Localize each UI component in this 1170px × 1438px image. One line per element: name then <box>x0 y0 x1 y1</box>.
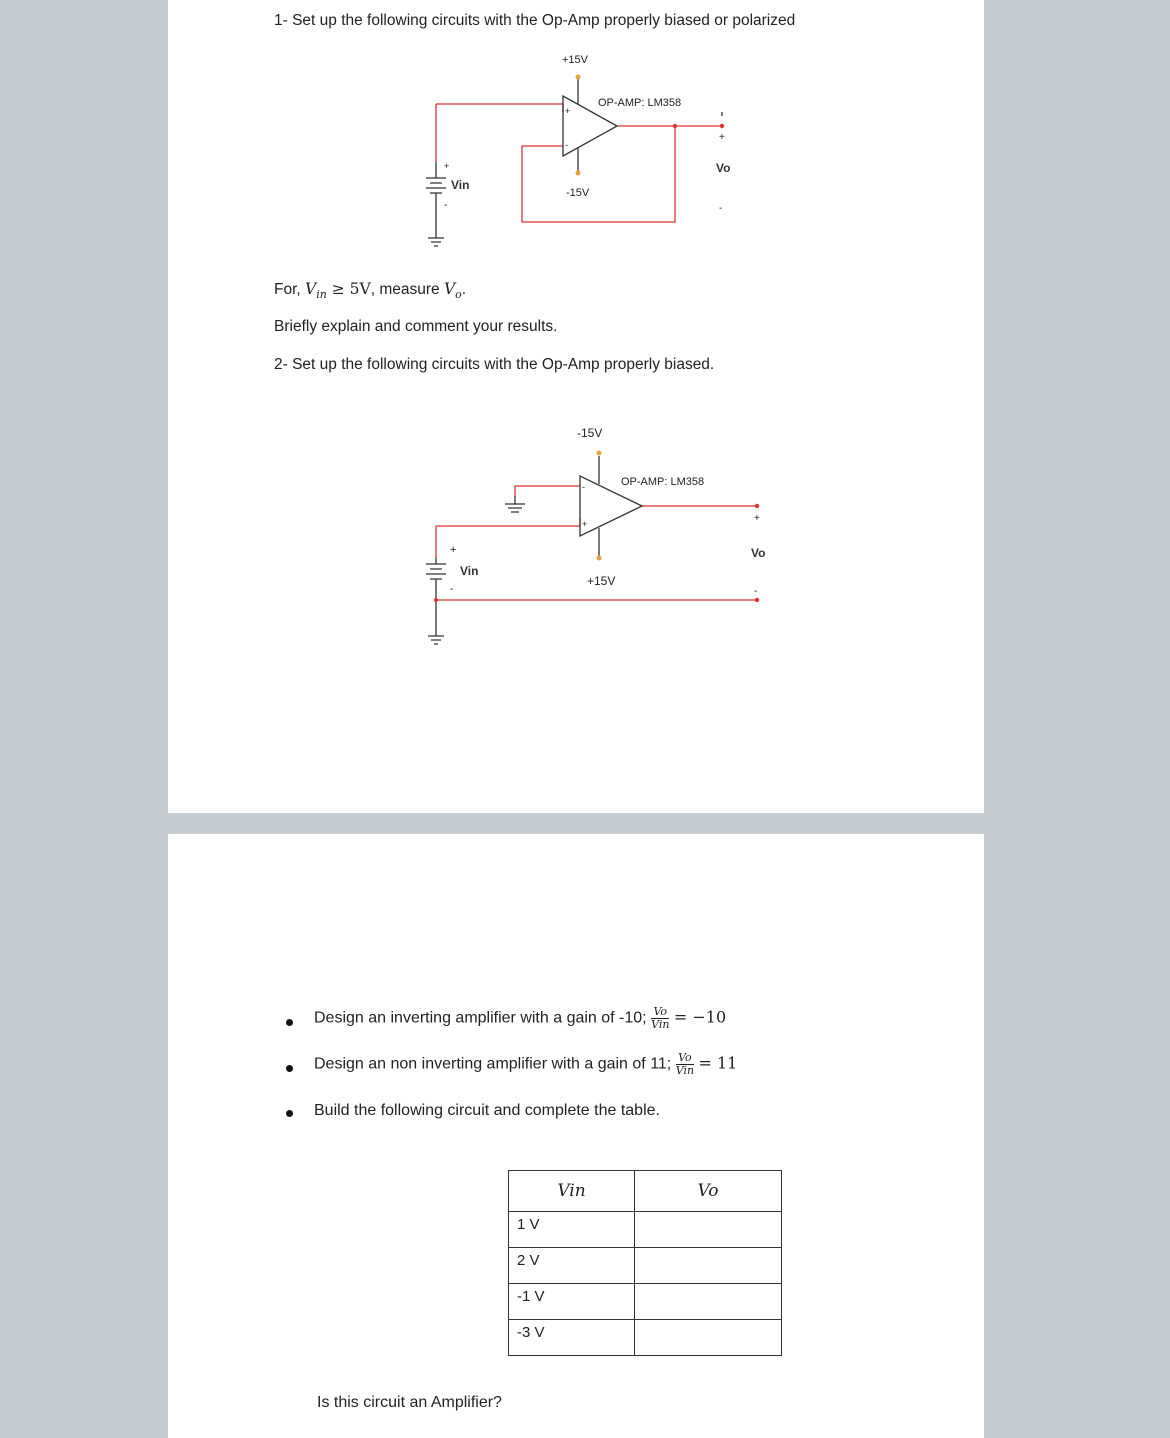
page-1 <box>168 0 984 813</box>
vo-cell[interactable] <box>635 1212 782 1248</box>
part2-heading: 2- Set up the following circuits with the Op-Amp properly biased. <box>274 356 715 373</box>
vo-cell[interactable] <box>635 1320 782 1356</box>
gain-fraction-1: $\frac{Vo}{\text{Vin}}$ <box>651 1005 670 1031</box>
wire-vin-noninv <box>436 104 563 162</box>
measure-instruction: For, $V_{in} \ge 5V$, measure $V_o$. <box>274 280 467 302</box>
svg-text:Vo: Vo <box>751 546 766 560</box>
svg-text:-: - <box>582 482 585 492</box>
wire-feedback <box>522 126 675 222</box>
task-non-inverting: Design an non inverting amplifier with a gain of 11; $\frac{Vo}{\text{Vin}}$ = 11 <box>314 1051 738 1077</box>
battery-1 <box>426 162 446 246</box>
svg-text:+: + <box>719 132 725 143</box>
supply-pin-bottom <box>576 171 581 176</box>
svg-text:+15V: +15V <box>587 574 616 588</box>
results-table <box>508 1170 782 1356</box>
table-row <box>509 1212 782 1248</box>
vin-cell: -1 V <box>509 1284 635 1320</box>
vo-cell[interactable] <box>635 1248 782 1284</box>
table-row <box>509 1248 782 1284</box>
svg-text:-: - <box>450 584 454 595</box>
page-2 <box>168 834 984 1438</box>
svg-text:-15V: -15V <box>577 426 603 440</box>
vin-cell: -3 V <box>509 1320 635 1356</box>
svg-text:-: - <box>565 140 568 150</box>
vplus-label: +15V <box>562 54 588 66</box>
vo-cell[interactable] <box>635 1284 782 1320</box>
circuit-1 <box>168 0 984 260</box>
header-vin: Vin <box>509 1171 635 1212</box>
wire-vin-noninv-2 <box>436 518 580 558</box>
opamp-1-label: OP-AMP: LM358 <box>598 97 682 109</box>
supply-pin-top <box>576 75 581 80</box>
svg-text:Vin: Vin <box>460 564 479 578</box>
part1-heading: 1- Set up the following circuits with the Op-Amp properly biased or polarized <box>274 12 796 29</box>
vin-cell: 1 V <box>509 1212 635 1248</box>
bullet-2 <box>286 1065 293 1072</box>
task-inverting: Design an inverting amplifier with a gain of -10; $\frac{Vo}{\text{Vin}}$ = −10 <box>314 1005 727 1031</box>
table-row <box>509 1284 782 1320</box>
vin-label: Vin <box>451 178 470 192</box>
svg-text:+: + <box>565 106 571 116</box>
svg-text:+: + <box>444 161 450 171</box>
amplifier-question: Is this circuit an Amplifier? <box>317 1394 502 1411</box>
task-build: Build the following circuit and complete the table. <box>314 1102 660 1119</box>
svg-text:+: + <box>754 513 760 524</box>
circuit-2 <box>168 400 984 660</box>
wire-ground-inv <box>515 486 580 496</box>
svg-text:+: + <box>450 544 457 556</box>
svg-text:-: - <box>754 586 758 597</box>
svg-text:-: - <box>719 203 723 214</box>
table-row <box>509 1320 782 1356</box>
svg-text:+: + <box>582 519 588 529</box>
bullet-3 <box>286 1110 293 1117</box>
opamp-2-label: OP-AMP: LM358 <box>621 476 705 488</box>
explain-instruction: Briefly explain and comment your results. <box>274 318 558 335</box>
vo-label: Vo <box>716 161 731 175</box>
table-header <box>509 1171 782 1212</box>
gain-fraction-2: $\frac{Vo}{\text{Vin}}$ <box>675 1051 695 1077</box>
vin-cell: 2 V <box>509 1248 635 1284</box>
svg-text:-: - <box>444 200 448 211</box>
bullet-1 <box>286 1019 293 1026</box>
vminus-label: -15V <box>566 187 590 199</box>
header-vo: Vo <box>635 1171 782 1212</box>
vo-terminal <box>720 124 724 128</box>
